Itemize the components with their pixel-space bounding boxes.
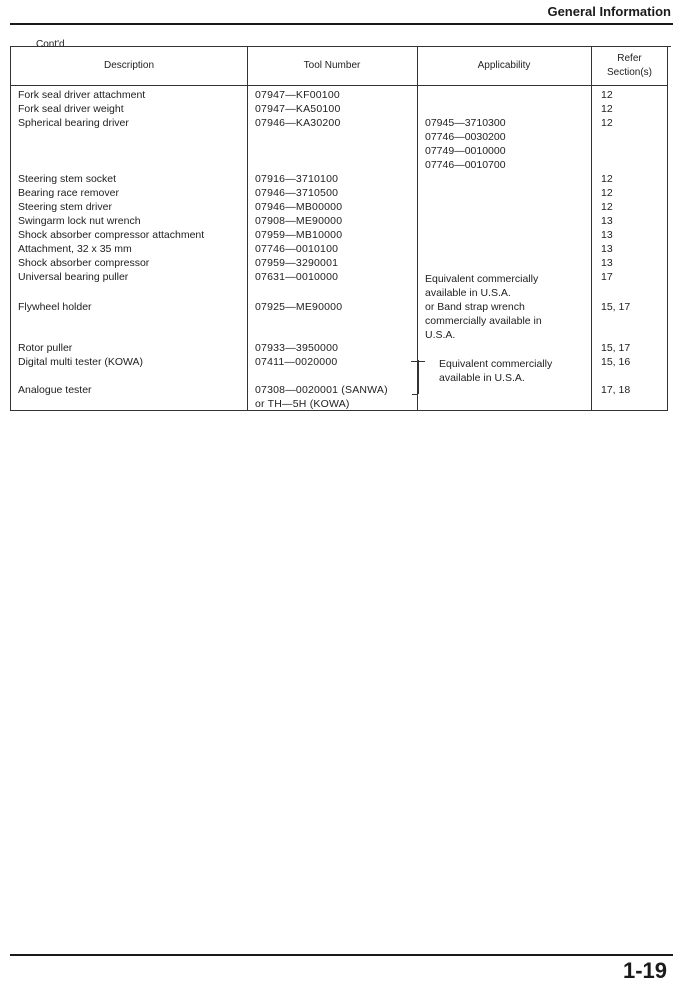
applicability-cell: commercially available in <box>425 315 542 327</box>
column-header-tool-number: Tool Number <box>303 60 361 71</box>
bracket-line <box>418 360 419 394</box>
applicability-cell: 07749—0010000 <box>425 145 506 157</box>
description-cell: Rotor puller <box>18 342 73 354</box>
bracket-bottom <box>412 394 418 395</box>
tool-number-cell: 07947—KF00100 <box>255 89 340 101</box>
column-header-description: Description <box>103 60 155 71</box>
refer-cell: 13 <box>601 229 613 241</box>
refer-header-line-1: Refer <box>617 53 642 64</box>
applicability-cell: available in U.S.A. <box>439 372 525 384</box>
refer-cell: 17, 18 <box>601 384 631 396</box>
description-cell: Steering stem driver <box>18 201 112 213</box>
applicability-cell: Equivalent commercially <box>439 358 553 370</box>
header-rule <box>10 23 673 25</box>
contd-label: Cont'd <box>30 39 71 50</box>
tool-number-cell: 07925—ME90000 <box>255 301 343 313</box>
tool-number-cell: 07959—MB10000 <box>255 229 343 241</box>
page-header-title: General Information <box>547 4 671 19</box>
refer-cell: 12 <box>601 201 613 213</box>
header-row-rule <box>11 85 667 86</box>
description-cell: Bearing race remover <box>18 187 119 199</box>
description-cell: Fork seal driver weight <box>18 103 124 115</box>
refer-cell: 12 <box>601 173 613 185</box>
column-divider <box>591 47 592 410</box>
refer-cell: 13 <box>601 243 613 255</box>
description-cell: Attachment, 32 x 35 mm <box>18 243 132 255</box>
applicability-cell: 07746—0030200 <box>425 131 506 143</box>
refer-header-line-2: Section(s) <box>606 67 652 78</box>
refer-cell: 12 <box>601 187 613 199</box>
column-header-applicability: Applicability <box>477 60 531 71</box>
tool-number-cell: 07946—KA30200 <box>255 117 341 129</box>
applicability-cell: Equivalent commercially <box>425 273 539 285</box>
tool-number-cell: 07946—MB00000 <box>255 201 343 213</box>
bracket-top <box>411 361 425 362</box>
refer-cell: 12 <box>601 117 613 129</box>
column-divider <box>247 47 248 410</box>
description-cell: Flywheel holder <box>18 301 92 313</box>
tool-number-cell: 07946—3710500 <box>255 187 339 199</box>
tool-number-cell: or TH—5H (KOWA) <box>255 398 350 410</box>
tool-number-cell: 07631—0010000 <box>255 271 339 283</box>
refer-cell: 15, 16 <box>601 356 631 368</box>
refer-cell: 12 <box>601 103 613 115</box>
tool-number-cell: 07947—KA50100 <box>255 103 341 115</box>
tool-number-cell: 07746—0010100 <box>255 243 339 255</box>
applicability-cell: 07746—0010700 <box>425 159 506 171</box>
description-cell: Shock absorber compressor attachment <box>18 229 205 241</box>
tool-number-cell: 07308—0020001 (SANWA) <box>255 384 388 396</box>
page-number: 1-19 <box>622 958 667 983</box>
refer-cell: 12 <box>601 89 613 101</box>
tool-number-cell: 07916—3710100 <box>255 173 339 185</box>
tool-number-cell: 07908—ME90000 <box>255 215 343 227</box>
tool-number-cell: 07933—3950000 <box>255 342 339 354</box>
description-cell: Spherical bearing driver <box>18 117 129 129</box>
refer-cell: 15, 17 <box>601 301 631 313</box>
tools-table <box>10 46 668 411</box>
column-header-refer <box>591 47 668 85</box>
description-cell: Digital multi tester (KOWA) <box>18 356 144 368</box>
footer-rule <box>10 954 673 956</box>
column-divider <box>417 47 418 410</box>
description-cell: Analogue tester <box>18 384 92 396</box>
description-cell: Fork seal driver attachment <box>18 89 146 101</box>
tool-number-cell: 07959—3290001 <box>255 257 339 269</box>
refer-cell: 13 <box>601 257 613 269</box>
applicability-cell: or Band strap wrench <box>425 301 525 313</box>
refer-cell: 17 <box>601 271 613 283</box>
applicability-cell: U.S.A. <box>425 329 456 341</box>
tool-number-cell: 07411—0020000 <box>255 356 338 368</box>
applicability-cell: available in U.S.A. <box>425 287 511 299</box>
description-cell: Swingarm lock nut wrench <box>18 215 141 227</box>
description-cell: Universal bearing puller <box>18 271 129 283</box>
description-cell: Shock absorber compressor <box>18 257 150 269</box>
refer-cell: 13 <box>601 215 613 227</box>
applicability-cell: 07945—3710300 <box>425 117 506 129</box>
refer-cell: 15, 17 <box>601 342 631 354</box>
description-cell: Steering stem socket <box>18 173 117 185</box>
